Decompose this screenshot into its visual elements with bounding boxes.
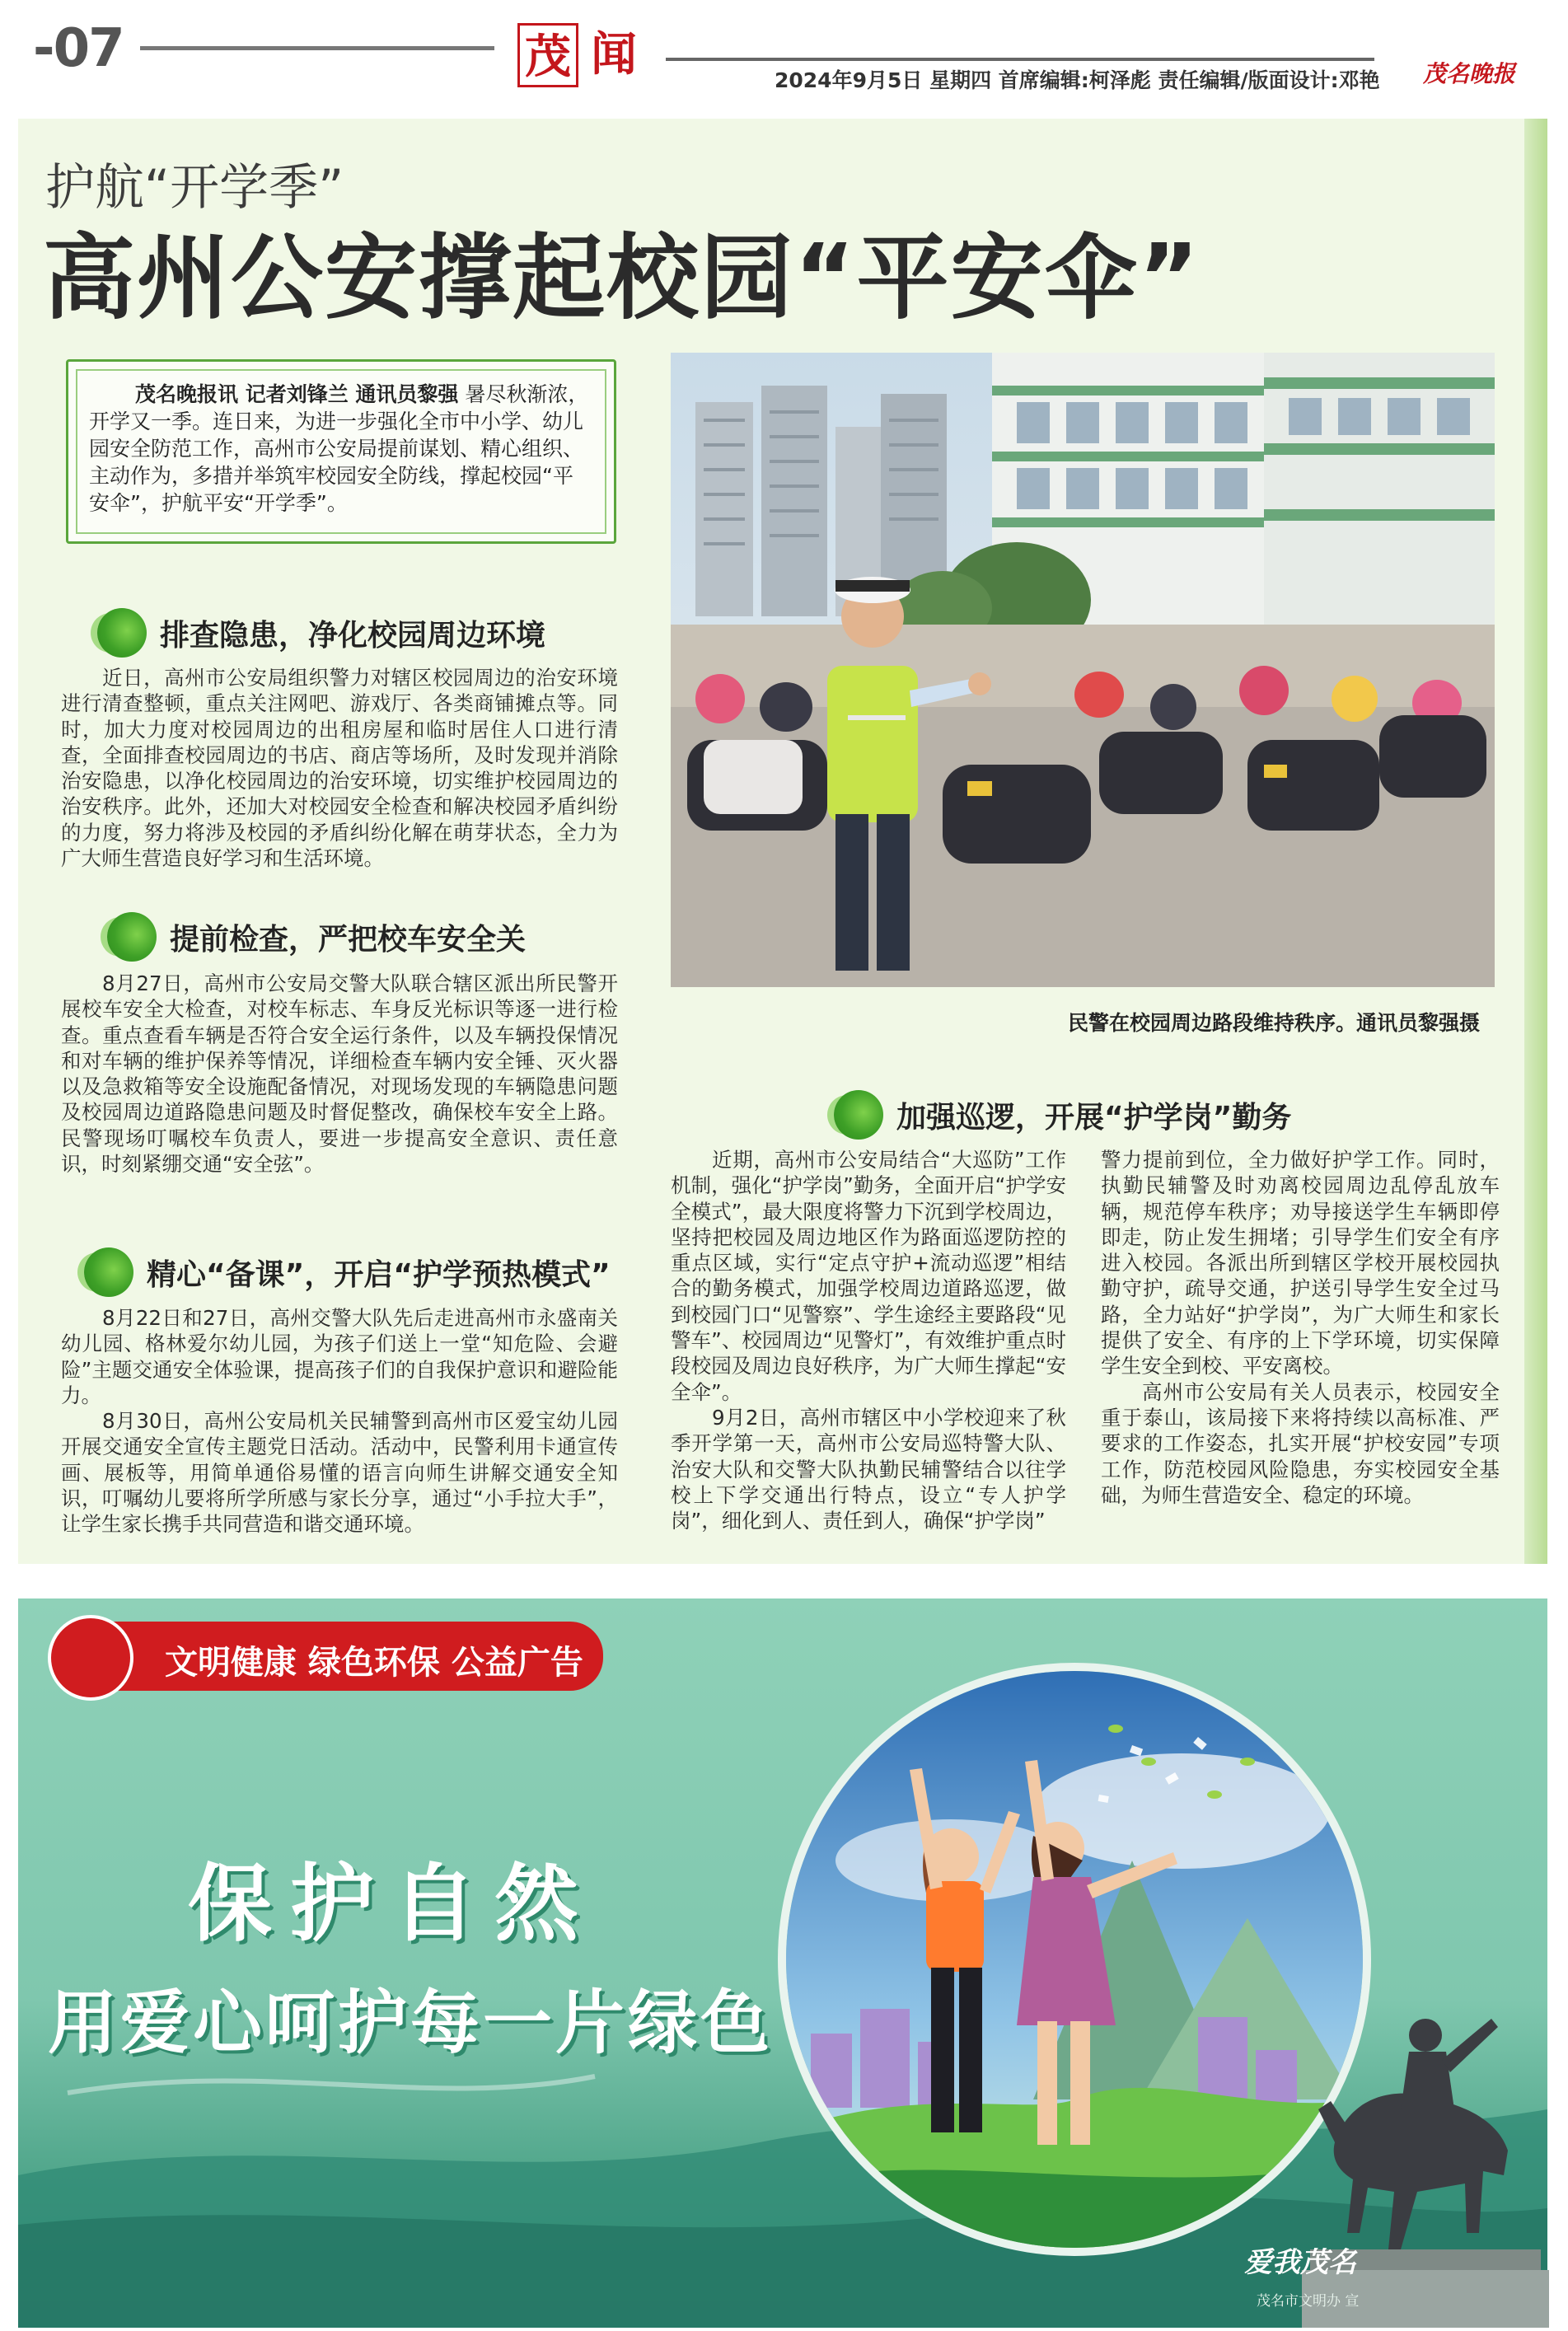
header-rule bbox=[666, 58, 1374, 61]
section-tag-char-1: 茂 bbox=[517, 23, 578, 87]
section-4-paragraph-3: 警力提前到位，全力做好护学工作。同时，执勤民辅警及时劝离校园周边乱停乱放车辆，规范停车秩序；劝导接送学生车辆即停即走，防止发生拥堵；引导学生们安全有序进入校园。各派出所到辖区学校开展校园执勤守护，疏导交通，护送引导学生安全过马路，全力站好“护学岗”，为广大师生和家长提供了安全、有序的上下学环境，切实保障学生安全到校、平安离校。 bbox=[1101, 1148, 1500, 1378]
masthead-logo: 茂名晚报 bbox=[1422, 60, 1515, 87]
header-divider bbox=[140, 46, 494, 50]
section-3-title: 精心“备课”，开启“护学预热模式” bbox=[147, 1257, 611, 1292]
section-1-heading bbox=[97, 608, 545, 658]
section-tag-char-2: 闻 bbox=[591, 28, 637, 82]
section-2-title: 提前检查，严把校车安全关 bbox=[170, 922, 527, 957]
lead-text bbox=[89, 381, 593, 517]
ad-title-sub: 用爱心呵护每一片绿色 bbox=[48, 1982, 774, 2063]
ad-illustration bbox=[778, 1663, 1371, 2256]
section-4-paragraph-4: 高州市公安局有关人员表示，校园安全重于泰山，该局接下来将持续以高标准、严要求的工作姿态，扎实开展“护校安园”专项工作，防范校园风险隐患，夯实校园安全基础，为师生营造安全、稳定的环境。 bbox=[1101, 1379, 1500, 1507]
article-kicker: 护航“开学季” bbox=[45, 159, 344, 217]
section-3-body bbox=[61, 1305, 618, 1538]
panel-edge bbox=[1524, 119, 1547, 1564]
green-dot-icon bbox=[834, 1090, 883, 1140]
section-4-paragraph-2: 9月2日，高州市辖区中小学校迎来了秋季开学第一天，高州市公安局巡特警大队、治安大队和交警大队执勤民辅警结合以往学校上下学交通出行特点，设立“专人护学岗”，细化到人、责任到人，确保“护学岗” bbox=[671, 1405, 1066, 1533]
ad-ribbon-text: 文明健康 绿色环保 公益广告 bbox=[165, 1644, 583, 1682]
news-photo bbox=[671, 353, 1495, 987]
section-3-heading bbox=[84, 1247, 611, 1297]
ad-signature-sub: 茂名市文明办 宣 bbox=[1257, 2293, 1360, 2310]
ad-signature: 爱我茂名 bbox=[1244, 2246, 1356, 2279]
section-4-heading bbox=[834, 1090, 1291, 1140]
section-1-title: 排查隐患，净化校园周边环境 bbox=[160, 618, 546, 653]
section-4-paragraph-1: 近期，高州市公安局结合“大巡防”工作机制，强化“护学岗”勤务，全面开启“护学安全模式”，最大限度将警力下沉到学校周边，坚持把校园及周边地区作为路面巡逻防控的重点区域，实行“定点守护+流动巡逻”相结合的勤务模式，加强学校周边道路巡逻，做到校园门口“见警察”、学生途经主要路段“见警车”、校园周边“见警灯”，有效维护重点时段校园及周边良好秩序，为广大师生撑起“安全伞”。 bbox=[671, 1148, 1066, 1404]
lead-byline: 茂名晚报讯 记者刘锋兰 通讯员黎强 bbox=[135, 382, 459, 406]
green-dot-icon bbox=[97, 608, 147, 658]
photo-caption: 民警在校园周边路段维持秩序。通讯员黎强摄 bbox=[1068, 1011, 1481, 1035]
section-4-title: 加强巡逻，开展“护学岗”勤务 bbox=[896, 1100, 1292, 1135]
civility-emblem-icon bbox=[48, 1615, 133, 1701]
header-meta: 2024年9月5日 星期四 首席编辑:柯泽彪 责任编辑/版面设计:邓艳 bbox=[775, 68, 1380, 92]
section-3-paragraph-2: 8月30日，高州公安局机关民辅警到高州市区爱宝幼儿园开展交通安全宣传主题党日活动。活动中，民警利用卡通宣传画、展板等，用简单通俗易懂的语言向师生讲解交通安全知识，叮嘱幼儿要将所学所感与家长分享，通过“小手拉大手”，让学生家长携手共同营造和谐交通环境。 bbox=[61, 1409, 618, 1537]
ad-title-main: 保护自然 bbox=[188, 1856, 597, 1954]
page-number: -07 bbox=[33, 18, 124, 79]
section-4-col-a bbox=[671, 1147, 1066, 1533]
section-2-body bbox=[61, 971, 618, 1177]
section-1-body bbox=[61, 665, 618, 871]
green-dot-icon bbox=[84, 1247, 133, 1297]
section-tag bbox=[517, 23, 649, 87]
lead-body: 暑尽秋渐浓，开学又一季。连日来，为进一步强化全市中小学、幼儿园安全防范工作，高州市公安局提前谋划、精心组织、主动作为，多措并举筑牢校园安全防线，撑起校园“平安伞”，护航平安“开学季”。 bbox=[89, 382, 589, 515]
section-2-heading bbox=[107, 912, 526, 962]
green-dot-icon bbox=[107, 912, 157, 962]
section-1-paragraph: 近日，高州市公安局组织警力对辖区校园周边的治安环境进行清查整顿，重点关注网吧、游戏厅、各类商铺摊点等。同时，加大力度对校园周边的出租房屋和临时居住人口进行清查，全面排查校园周边的书店、商店等场所，及时发现并消除治安隐患，以净化校园周边的治安环境，切实维护校园周边的治安秩序。此外，还加大对校园安全检查和解决校园矛盾纠纷的力度，努力将涉及校园的矛盾纠纷化解在萌芽状态，全力为广大师生营造良好学习和生活环境。 bbox=[61, 666, 618, 871]
section-3-paragraph-1: 8月22日和27日，高州交警大队先后走进高州市永盛南关幼儿园、格林爱尔幼儿园，为孩子们送上一堂“知危险、会避险”主题交通安全体验课，提高孩子们的自我保护意识和避险能力。 bbox=[61, 1306, 618, 1407]
article-headline: 高州公安撑起校园“平安伞” bbox=[43, 225, 1201, 332]
section-2-paragraph: 8月27日，高州市公安局交警大队联合辖区派出所民警开展校车安全大检查，对校车标志、车身反光标识等逐一进行检查。重点查看车辆是否符合安全运行条件，以及车辆投保情况和对车辆的维护保养等情况，详细检查车辆内安全锤、灭火器以及急救箱等安全设施配备情况，对现场发现的车辆隐患问题及校园周边道路隐患问题及时督促整改，确保校车安全上路。民警现场叮嘱校车负责人，要进一步提高安全意识、责任意识，时刻紧绷交通“安全弦”。 bbox=[61, 971, 618, 1177]
section-4-col-b bbox=[1101, 1147, 1500, 1508]
